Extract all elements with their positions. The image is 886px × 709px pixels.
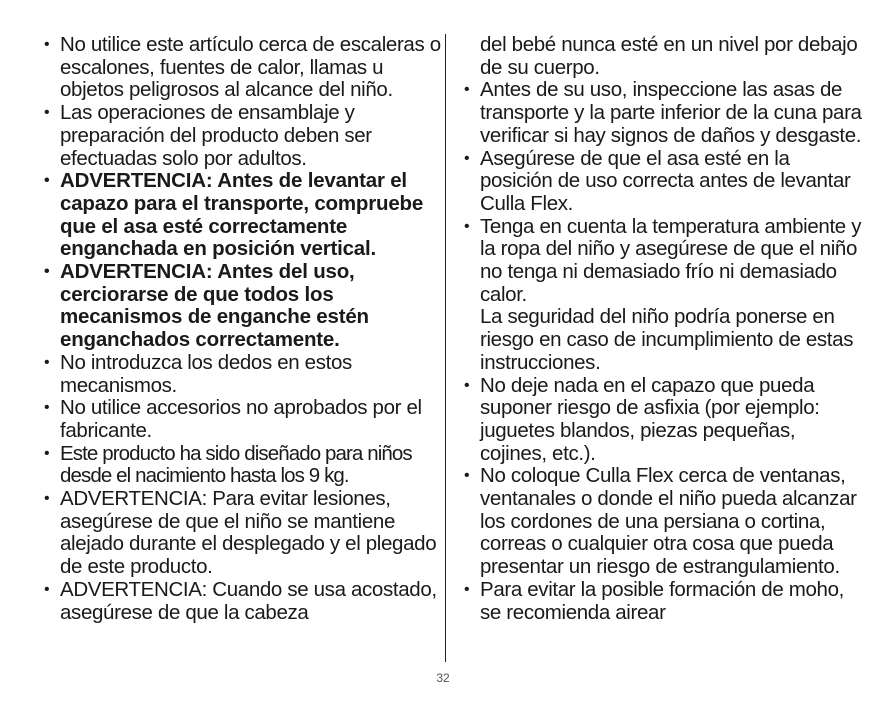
bullet-icon: • [464,217,470,235]
list-item [462,375,862,466]
bullet-icon: • [44,580,50,598]
bullet-icon: • [44,490,50,508]
list-item [42,34,442,102]
list-item [42,488,442,579]
list-item-text: ADVERTENCIA: Antes de levantar el capazo para el transporte, compruebe que el asa esté correctamente enganchada en posición vertical. [60,169,424,261]
list-item [462,216,862,375]
bullet-icon: • [44,104,50,122]
list-item-warning [42,170,442,261]
warning-list-left [42,34,442,624]
bullet-icon: • [464,376,470,394]
bullet-icon: • [464,81,470,99]
list-item-text: No coloque Culla Flex cerca de ventanas, ventanales o donde el niño pueda alcanzar los cordones de una persiana o cortina, correas o cualquier otra cosa que pueda presentar un riesgo de estrangulamiento. [480,464,857,579]
list-item-warning [42,261,442,352]
list-item-text: Las operaciones de ensamblaje y preparación del producto deben ser efectuadas solo por adultos. [60,101,372,170]
list-item-text: No deje nada en el capazo que pueda suponer riesgo de asfixia (por ejemplo: juguetes blandos, piezas pequeñas, cojines, etc.). [480,373,820,465]
bullet-icon: • [44,353,50,371]
list-item [42,352,442,397]
list-item [462,465,862,579]
continuation-text: del bebé nunca esté en un nivel por debajo de su cuerpo. [480,33,858,79]
list-item-text: ADVERTENCIA: Cuando se usa acostado, asegúrese de que la cabeza [60,577,437,624]
page-number: 32 [436,671,450,685]
list-item-text: No utilice este artículo cerca de escaleras o escalones, fuentes de calor, llamas u objetos peligrosos al alcance del niño. [60,33,441,102]
list-item-text: Asegúrese de que el asa esté en la posición de uso correcta antes de levantar Culla Flex. [480,146,851,215]
column-divider [445,34,446,662]
list-item-text: No introduzca los dedos en estos mecanismos. [60,350,352,397]
bullet-icon: • [44,172,50,190]
list-item-text: Para evitar la posible formación de moho, se recomienda airear [480,577,844,624]
list-item-text: Tenga en cuenta la temperatura ambiente y la ropa del niño y asegúrese de que el niño no tenga ni demasiado frío ni demasiado calor. [480,214,862,306]
list-item-text: ADVERTENCIA: Antes del uso, cerciorarse de que todos los mecanismos de enganche estén enganchados correctamente. [60,260,369,352]
bullet-icon: • [44,263,50,281]
right-column [462,34,862,624]
list-item [462,579,862,624]
bullet-icon: • [464,467,470,485]
list-item-extra-text: La seguridad del niño podría ponerse en riesgo en caso de incumplimiento de estas instrucciones. [480,305,854,374]
list-item-text: Este producto ha sido diseñado para niños desde el nacimiento hasta los 9 kg. [60,441,412,488]
bullet-icon: • [44,399,50,417]
list-item [462,79,862,147]
list-item-text: Antes de su uso, inspeccione las asas de transporte y la parte inferior de la cuna para verificar si hay signos de daños y desgaste. [480,78,862,147]
left-column [42,34,442,624]
list-item [42,443,442,488]
bullet-icon: • [44,444,49,462]
list-item-text: ADVERTENCIA: Para evitar lesiones, asegúrese de que el niño se mantiene alejado durante el desplegado y el plegado de este producto. [60,487,437,579]
bullet-icon: • [44,36,50,53]
warning-list-right [462,79,862,624]
bullet-icon: • [464,149,470,167]
bullet-icon: • [464,580,470,598]
list-item [42,397,442,442]
list-item [42,102,442,170]
list-item-text: No utilice accesorios no aprobados por el fabricante. [60,396,422,442]
list-item [42,579,442,624]
list-item [462,148,862,216]
